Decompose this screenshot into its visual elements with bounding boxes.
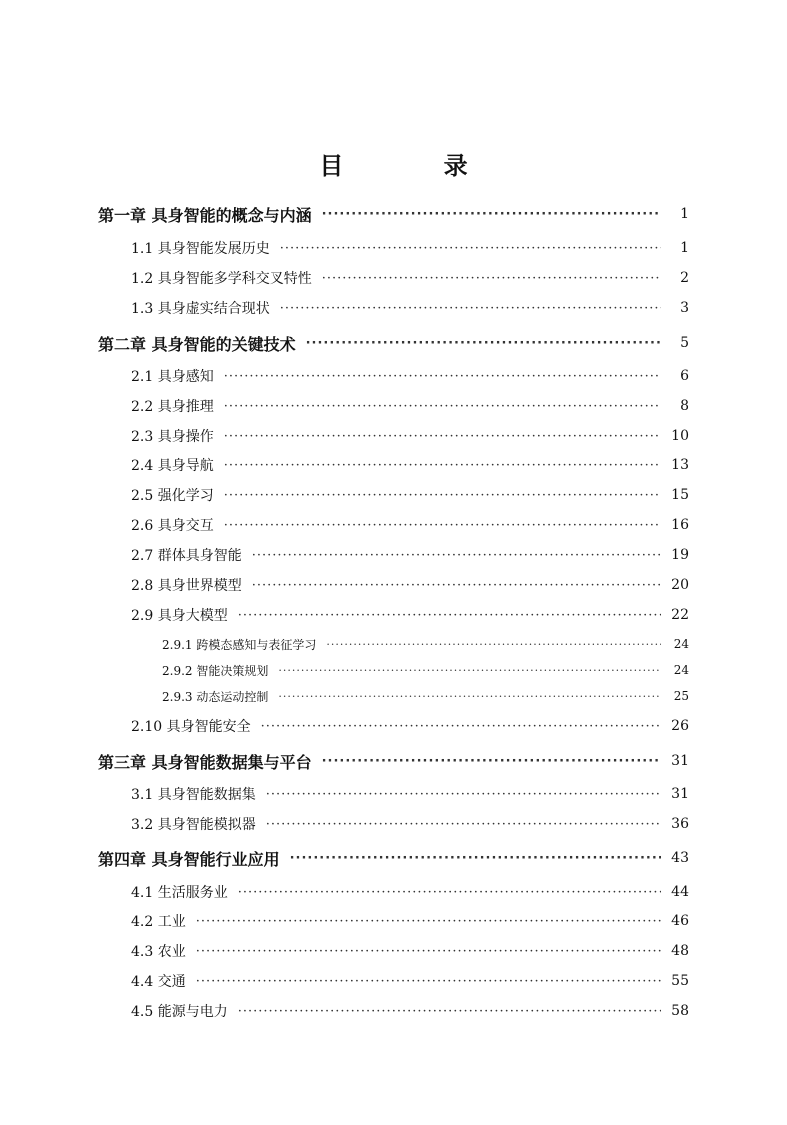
toc-dot-leader: [280, 241, 661, 256]
toc-entry-page-number: 3: [680, 300, 689, 316]
toc-subsection-entry[interactable]: [162, 657, 689, 683]
toc-entry-label: 2.3 具身操作: [131, 429, 214, 445]
toc-section-entry[interactable]: [131, 908, 689, 934]
toc-dot-leader: [196, 914, 661, 929]
toc-section-entry[interactable]: [131, 938, 689, 964]
toc-chapter-entry[interactable]: [98, 330, 689, 356]
toc-dot-leader: [224, 518, 661, 533]
toc-dot-leader: [196, 974, 661, 989]
toc-entry-label: 2.8 具身世界模型: [131, 578, 242, 594]
toc-entry-label: 4.3 农业: [131, 944, 186, 960]
toc-entry-page-number: 36: [671, 816, 689, 832]
toc-entry-label: 2.9.3 动态运动控制: [162, 689, 269, 704]
toc-entry-label: 2.6 具身交互: [131, 518, 214, 534]
toc-entry-label: 2.9 具身大模型: [131, 608, 228, 624]
toc-dot-leader: [266, 787, 661, 802]
toc-entry-page-number: 19: [671, 547, 689, 563]
toc-entry-page-number: 43: [671, 850, 689, 866]
toc-entry-label: 4.5 能源与电力: [131, 1004, 228, 1020]
toc-chapter-entry[interactable]: [98, 201, 689, 227]
toc-entry-page-number: 25: [673, 689, 689, 703]
toc-chapter-entry[interactable]: [98, 845, 689, 871]
toc-entry-label: 第三章 具身智能数据集与平台: [98, 752, 312, 772]
toc-entry-page-number: 1: [680, 240, 689, 256]
toc-section-entry[interactable]: [131, 363, 689, 389]
toc-section-entry[interactable]: [131, 423, 689, 449]
toc-dot-leader: [290, 851, 661, 866]
toc-chapter-entry[interactable]: [98, 748, 689, 774]
toc-entry-page-number: 24: [673, 663, 689, 677]
toc-dot-leader: [261, 719, 661, 734]
toc-entry-page-number: 1: [680, 206, 689, 222]
toc-section-entry[interactable]: [131, 811, 689, 837]
toc-entry-page-number: 26: [671, 718, 689, 734]
toc-dot-leader: [322, 207, 661, 222]
toc-entry-page-number: 22: [671, 607, 689, 623]
toc-dot-leader: [224, 458, 661, 473]
toc-dot-leader: [238, 1004, 661, 1019]
toc-dot-leader: [196, 944, 661, 959]
toc-entry-label: 4.4 交通: [131, 974, 186, 990]
toc-entry-label: 2.1 具身感知: [131, 369, 214, 385]
toc-entry-label: 2.5 强化学习: [131, 488, 214, 504]
toc-dot-leader: [280, 301, 661, 316]
toc-entry-label: 3.2 具身智能模拟器: [131, 817, 256, 833]
toc-section-entry[interactable]: [131, 968, 689, 994]
toc-entry-label: 第四章 具身智能行业应用: [98, 849, 280, 869]
toc-entry-label: 2.9.2 智能决策规划: [162, 663, 269, 678]
toc-section-entry[interactable]: [131, 713, 689, 739]
toc-section-entry[interactable]: [131, 295, 689, 321]
toc-section-entry[interactable]: [131, 879, 689, 905]
toc-entry-page-number: 55: [671, 973, 689, 989]
toc-dot-leader: [326, 638, 661, 651]
toc-entry-page-number: 20: [671, 577, 689, 593]
toc-section-entry[interactable]: [131, 452, 689, 478]
toc-dot-leader: [224, 429, 661, 444]
toc-dot-leader: [278, 690, 661, 703]
toc-entry-page-number: 58: [671, 1003, 689, 1019]
toc-subsection-entry[interactable]: [162, 631, 689, 657]
toc-entry-page-number: 2: [680, 270, 689, 286]
toc-entry-label: 2.9.1 跨模态感知与表征学习: [162, 637, 317, 652]
toc-entry-page-number: 13: [671, 457, 689, 473]
toc-entry-label: 1.3 具身虚实结合现状: [131, 301, 270, 317]
toc-section-entry[interactable]: [131, 602, 689, 628]
toc-dot-leader: [224, 369, 661, 384]
toc-section-entry[interactable]: [131, 393, 689, 419]
toc-entry-page-number: 48: [671, 943, 689, 959]
page-title: 目 录: [319, 152, 514, 180]
toc-entry-page-number: 16: [671, 517, 689, 533]
toc-entry-label: 3.1 具身智能数据集: [131, 787, 256, 803]
toc-entry-label: 第一章 具身智能的概念与内涵: [98, 205, 312, 225]
toc-entry-page-number: 46: [671, 913, 689, 929]
toc-section-entry[interactable]: [131, 482, 689, 508]
toc-entry-page-number: 24: [673, 637, 689, 651]
toc-section-entry[interactable]: [131, 572, 689, 598]
toc-entry-label: 第二章 具身智能的关键技术: [98, 334, 296, 354]
toc-section-entry[interactable]: [131, 265, 689, 291]
toc-dot-leader: [252, 578, 661, 593]
toc-entry-page-number: 31: [671, 753, 689, 769]
toc-section-entry[interactable]: [131, 512, 689, 538]
toc-dot-leader: [322, 271, 661, 286]
toc-section-entry[interactable]: [131, 781, 689, 807]
toc-entry-label: 2.4 具身导航: [131, 458, 214, 474]
toc-entry-page-number: 44: [671, 884, 689, 900]
toc-dot-leader: [224, 488, 661, 503]
toc-entry-label: 2.7 群体具身智能: [131, 548, 242, 564]
toc-dot-leader: [238, 608, 661, 623]
toc-entry-page-number: 8: [680, 398, 689, 414]
toc-section-entry[interactable]: [131, 542, 689, 568]
toc-dot-leader: [252, 548, 661, 563]
toc-entry-label: 1.2 具身智能多学科交叉特性: [131, 271, 312, 287]
toc-entry-label: 2.10 具身智能安全: [131, 719, 251, 735]
toc-entry-page-number: 6: [680, 368, 689, 384]
toc-entry-page-number: 15: [671, 487, 689, 503]
toc-dot-leader: [266, 817, 661, 832]
toc-entry-page-number: 5: [680, 335, 689, 351]
toc-subsection-entry[interactable]: [162, 683, 689, 709]
toc-section-entry[interactable]: [131, 998, 689, 1024]
toc-entry-label: 4.1 生活服务业: [131, 885, 228, 901]
toc-dot-leader: [306, 336, 661, 351]
toc-dot-leader: [322, 754, 661, 769]
toc-dot-leader: [224, 399, 661, 414]
toc-entry-label: 2.2 具身推理: [131, 399, 214, 415]
toc-dot-leader: [278, 664, 661, 677]
toc-section-entry[interactable]: [131, 235, 689, 261]
toc-entry-page-number: 10: [671, 428, 689, 444]
toc-entry-label: 1.1 具身智能发展历史: [131, 241, 270, 257]
toc-dot-leader: [238, 885, 661, 900]
toc-entry-label: 4.2 工业: [131, 914, 186, 930]
toc-entry-page-number: 31: [671, 786, 689, 802]
